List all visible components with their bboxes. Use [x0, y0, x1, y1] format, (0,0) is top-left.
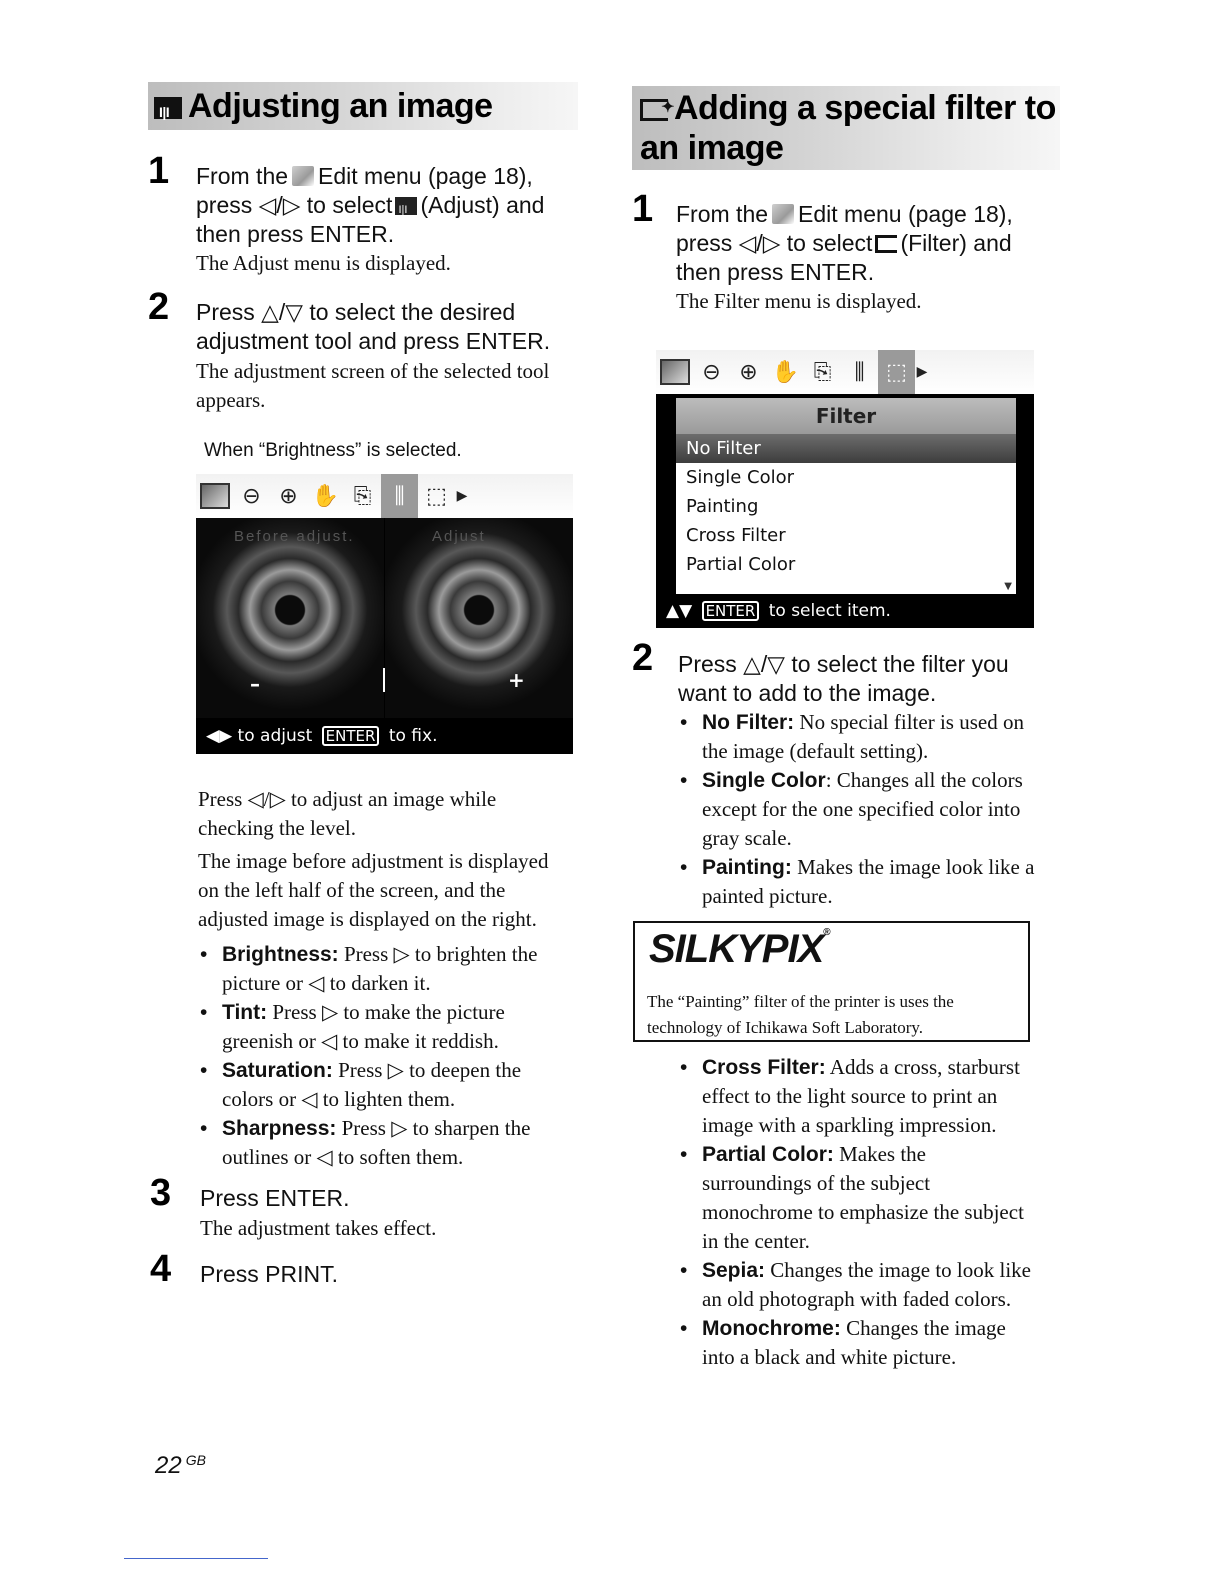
list-item: [198, 1114, 618, 1172]
text: Press ▷ to brighten the: [338, 942, 538, 966]
filter-option-cross-filter[interactable]: Cross Filter: [686, 525, 786, 546]
text: appears.: [196, 388, 266, 412]
zoom-in-icon[interactable]: ⊕: [739, 359, 758, 385]
scroll-down-icon[interactable]: ▼: [1004, 581, 1012, 592]
text: image with a sparkling impression.: [702, 1113, 997, 1137]
text: Changes the image: [840, 1316, 1006, 1340]
text: in the center.: [702, 1229, 810, 1253]
text: From the: [196, 163, 289, 189]
before-label: Before adjust.: [234, 528, 355, 545]
text: technology of Ichikawa Soft Laboratory.: [647, 1018, 924, 1037]
text: Makes the: [833, 1142, 927, 1166]
list-item: [678, 1053, 1118, 1140]
header-text: Adjusting an image: [188, 87, 493, 125]
text: Press ◁/▷ to adjust an image while: [198, 787, 497, 811]
header-text: Adding a special filter to: [674, 89, 1056, 127]
list-item: [678, 1314, 1118, 1372]
enter-key-icon: ENTER: [702, 601, 760, 621]
text: No special filter is used on: [794, 710, 1024, 734]
footer-text: to fix.: [388, 726, 438, 746]
text: then press ENTER.: [676, 259, 875, 285]
term: Monochrome:: [702, 1317, 841, 1340]
text: into a black and white picture.: [702, 1345, 957, 1369]
term: No Filter:: [702, 711, 795, 734]
text: monochrome to emphasize the subject: [702, 1200, 1024, 1224]
step-body: [196, 357, 616, 415]
adjust-tools-list: [198, 940, 618, 1172]
text: Edit menu (page 18),: [798, 201, 1013, 227]
filter-tool-icon[interactable]: ⬚: [426, 483, 447, 509]
after-label: Adjust: [432, 528, 486, 545]
filter-option-single-color[interactable]: Single Color: [686, 467, 795, 488]
level-indicator[interactable]: [383, 668, 385, 692]
tool-bar: [196, 474, 573, 518]
level-plus: +: [508, 668, 525, 692]
text: (Filter) and: [900, 230, 1012, 256]
screen-footer: [656, 594, 1034, 628]
enter-key-icon: ENTER: [322, 726, 380, 746]
text: on the left half of the screen, and the: [198, 878, 506, 902]
step-heading: Press PRINT.: [200, 1261, 339, 1287]
text: except for the one specified color into: [702, 797, 1021, 821]
list-item: [198, 1056, 618, 1114]
edit-icon: [772, 204, 794, 224]
text: Press ▷ to make the picture: [267, 1000, 505, 1024]
paragraph: [198, 847, 628, 934]
list-item: [678, 708, 1118, 766]
more-arrow-icon[interactable]: ▶: [456, 488, 468, 504]
term: Painting:: [702, 856, 792, 879]
text: Press △/▽ to select the desired: [196, 299, 516, 325]
text: adjusted image is displayed on the right.: [198, 907, 537, 931]
text: greenish or ◁ to make it reddish.: [222, 1029, 499, 1053]
silkypix-note-box: [633, 921, 1030, 1042]
step-number: 4: [150, 1248, 172, 1290]
language-code: GB: [185, 1452, 206, 1468]
rotate-icon[interactable]: ⎘: [813, 359, 832, 385]
filter-tool-icon[interactable]: ⬚: [878, 350, 915, 394]
text: then press ENTER.: [196, 221, 395, 247]
move-hand-icon[interactable]: ✋: [771, 359, 800, 385]
filter-icon: [875, 235, 897, 253]
tool-bar: [656, 350, 1034, 394]
adjust-tool-icon[interactable]: ⫼: [381, 474, 418, 518]
move-hand-icon[interactable]: ✋: [311, 483, 340, 509]
registered-mark: ®: [823, 927, 830, 938]
list-item: [678, 1256, 1118, 1314]
text: press ◁/▷ to select: [196, 192, 393, 218]
filter-menu-title: Filter: [676, 398, 1016, 434]
step-heading: [196, 298, 606, 356]
text: From the: [676, 201, 769, 227]
text: The adjustment screen of the selected tool: [196, 359, 550, 383]
term: Cross Filter:: [702, 1056, 826, 1079]
header-text: an image: [640, 129, 784, 167]
step-heading: Press ENTER.: [200, 1185, 350, 1211]
term: Partial Color:: [702, 1143, 834, 1166]
before-image: [196, 518, 384, 718]
list-item: [678, 766, 1118, 853]
text: Changes the image to look like: [765, 1258, 1031, 1282]
list-item: [678, 1140, 1118, 1256]
page-number: [155, 1452, 206, 1480]
footer-text: ◀▶ to adjust: [206, 726, 313, 746]
step-number: 1: [148, 150, 170, 192]
text: Press △/▽ to select the filter you: [678, 651, 1009, 677]
adjust-tool-icon[interactable]: ⫼: [854, 359, 865, 385]
logo-text: SILKYPIX: [649, 927, 824, 971]
term: Tint:: [222, 1001, 268, 1024]
step-number: 1: [632, 188, 654, 230]
term: Sharpness:: [222, 1117, 337, 1140]
thumbnail-icon: [200, 483, 230, 509]
text: Press ▷ to sharpen the: [336, 1116, 531, 1140]
text: The “Painting” filter of the printer is uses the: [647, 992, 954, 1011]
step-heading: [196, 162, 596, 249]
silkypix-logo: [649, 927, 830, 972]
text: outlines or ◁ to soften them.: [222, 1145, 464, 1169]
step-heading: [678, 650, 1098, 708]
list-item: [678, 853, 1118, 911]
step-heading: [676, 200, 1086, 287]
footer-text: ▲▼: [666, 601, 693, 621]
footer-text: to select item.: [768, 601, 891, 621]
text: the image (default setting).: [702, 739, 929, 763]
silkypix-text: [647, 989, 1020, 1041]
after-image: [385, 518, 573, 718]
text: checking the level.: [198, 816, 357, 840]
text: effect to the light source to print an: [702, 1084, 998, 1108]
section-header-adjusting: [148, 82, 578, 130]
step-number: 2: [632, 637, 654, 679]
filter-list-a: [678, 708, 1118, 911]
adjust-screen: [196, 474, 573, 754]
text: want to add to the image.: [678, 680, 937, 706]
more-arrow-icon[interactable]: ▶: [916, 364, 928, 380]
zoom-in-icon[interactable]: ⊕: [279, 483, 298, 509]
filter-option-partial-color[interactable]: Partial Color: [686, 554, 796, 575]
step-body: The Filter menu is displayed.: [676, 289, 922, 313]
text: : Changes all the colors: [825, 768, 1023, 792]
zoom-out-icon[interactable]: ⊖: [242, 483, 261, 509]
step-body: The adjustment takes effect.: [200, 1216, 437, 1240]
step-number: 3: [150, 1172, 172, 1214]
adjust-icon: [395, 197, 417, 215]
zoom-out-icon[interactable]: ⊖: [702, 359, 721, 385]
list-item: [198, 998, 618, 1056]
text: gray scale.: [702, 826, 792, 850]
filter-screen: [656, 350, 1034, 628]
text: Makes the image look like a: [791, 855, 1035, 879]
term: Single Color: [702, 769, 826, 792]
edit-icon: [292, 166, 314, 186]
screen-caption: When “Brightness” is selected.: [204, 440, 462, 461]
page-num-text: 22: [155, 1452, 182, 1479]
filter-option-painting[interactable]: Painting: [686, 496, 759, 517]
term: Saturation:: [222, 1059, 333, 1082]
step-number: 2: [148, 286, 170, 328]
bottom-rule: [124, 1558, 268, 1559]
text: picture or ◁ to darken it.: [222, 971, 431, 995]
text: an old photograph with faded colors.: [702, 1287, 1012, 1311]
text: colors or ◁ to lighten them.: [222, 1087, 456, 1111]
term: Sepia:: [702, 1259, 766, 1282]
text: adjustment tool and press ENTER.: [196, 328, 551, 354]
text: Press ▷ to deepen the: [332, 1058, 522, 1082]
level-minus: –: [250, 672, 260, 696]
text: press ◁/▷ to select: [676, 230, 873, 256]
edit-tool-icon[interactable]: [196, 474, 233, 518]
text: surroundings of the subject: [702, 1171, 931, 1195]
text: painted picture.: [702, 884, 833, 908]
text: Edit menu (page 18),: [318, 163, 533, 189]
filter-menu: [676, 398, 1016, 594]
paragraph: [198, 785, 618, 843]
filter-icon: [640, 99, 668, 121]
text: Adds a cross, starburst: [825, 1055, 1020, 1079]
screen-footer: [196, 718, 573, 754]
filter-option-no-filter[interactable]: No Filter: [676, 434, 1016, 463]
term: Brightness:: [222, 943, 339, 966]
rotate-icon[interactable]: ⎘: [353, 483, 372, 509]
thumbnail-icon: [660, 359, 690, 385]
step-body: The Adjust menu is displayed.: [196, 251, 451, 275]
adjust-icon: [154, 97, 182, 119]
filter-list-b: [678, 1053, 1118, 1372]
edit-tool-icon[interactable]: [656, 350, 693, 394]
text: (Adjust) and: [420, 192, 545, 218]
list-item: [198, 940, 618, 998]
text: The image before adjustment is displayed: [198, 849, 549, 873]
section-header-filter: [632, 86, 1060, 170]
preview-area: [196, 518, 573, 718]
